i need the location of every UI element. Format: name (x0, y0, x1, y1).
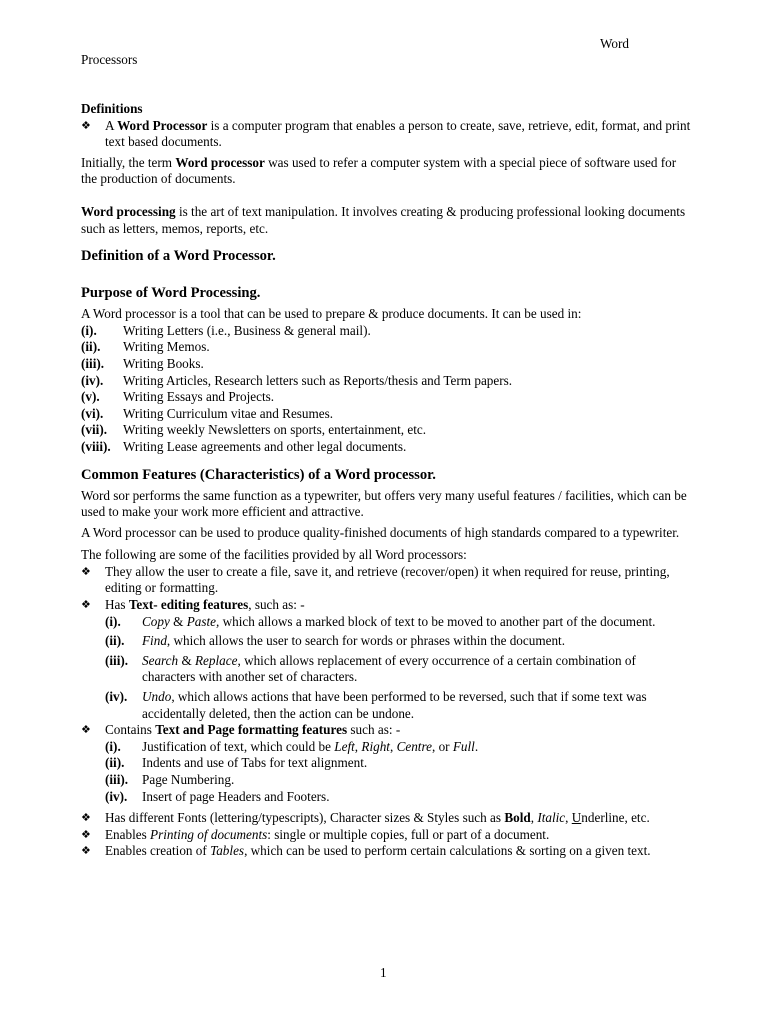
features-paragraph-1: Word sor performs the same function as a typewriter, but offers very many useful features / facilities, which can be used to make your work more efficient and attractive. (81, 487, 687, 520)
list-item: (iii). Writing Books. (81, 355, 204, 371)
word-processing-paragraph: Word processing is the art of text manipulation. It involves creating & producing professional looking documents such as letters, memos, reports, etc. (81, 203, 686, 236)
purpose-list (81, 323, 691, 456)
diamond-bullet-icon: ❖ (81, 827, 91, 841)
list-item: (i). Justification of text, which could be Left, Right, Centre, or Full. (105, 738, 479, 754)
list-item: (iv). Undo, which allows actions that have been performed to be reversed, such that if some text was accidentally deleted, then the action can be undone. (105, 689, 647, 721)
purpose-heading: Purpose of Word Processing. (81, 285, 261, 302)
feature-bullet-tables: ❖ Enables creation of Tables, which can be used to perform certain calculations & sorting on a given text. (81, 843, 651, 859)
definitions-heading: Definitions (81, 101, 143, 116)
list-item: (viii). Writing Lease agreements and other legal documents. (81, 438, 407, 454)
definition-bullet: ❖ A Word Processor is a computer program that enables a person to create, save, retrieve, edit, format, and print text based documents. (81, 117, 691, 150)
list-item: (ii). Indents and use of Tabs for text alignment. (105, 755, 368, 771)
header-word: Word (600, 36, 629, 51)
document-body (81, 101, 691, 860)
diamond-bullet-icon: ❖ (81, 118, 91, 132)
feature-bullet-editing: ❖ Has Text- editing features, such as: - (81, 597, 305, 613)
editing-sublist (81, 614, 691, 723)
feature-bullet-file: ❖ They allow the user to create a file, save it, and retrieve (recover/open) it when required for reuse, printing, editing or formatting. (81, 563, 670, 596)
list-item: (iv). Insert of page Headers and Footers. (105, 788, 330, 804)
formatting-sublist (81, 739, 691, 805)
features-heading: Common Features (Characteristics) of a Word processor. (81, 466, 436, 483)
list-item: (iii). Search & Replace, which allows replacement of every occurrence of a certain combination of characters with another set of characters. (105, 652, 636, 685)
list-item: (ii). Writing Memos. (81, 339, 210, 355)
diamond-bullet-icon: ❖ (81, 598, 91, 612)
page-number: 1 (380, 965, 387, 980)
definition-word-processor-heading: Definition of a Word Processor. (81, 248, 276, 265)
feature-bullet-fonts: ❖ Has different Fonts (lettering/typescripts), Character sizes & Styles such as Bold, Italic, Underline, etc. (81, 810, 650, 826)
features-paragraph-3: The following are some of the facilities provided by all Word processors: (81, 547, 467, 563)
features-paragraph-2: A Word processor can be used to produce quality-finished documents of high standards compared to a typewriter. (81, 524, 680, 540)
list-item: (vii). Writing weekly Newsletters on sports, entertainment, etc. (81, 422, 427, 438)
list-item: (iii). Page Numbering. (105, 772, 235, 787)
list-item: (iv). Writing Articles, Research letters such as Reports/thesis and Term papers. (81, 372, 513, 388)
header-processors: Processors (81, 52, 138, 67)
feature-bullet-printing: ❖ Enables Printing of documents: single or multiple copies, full or part of a document. (81, 826, 550, 842)
diamond-bullet-icon: ❖ (81, 564, 91, 578)
list-item: (ii). Find, which allows the user to search for words or phrases within the document. (105, 633, 566, 649)
initial-term-paragraph: Initially, the term Word processor was used to refer a computer system with a special piece of software used for the production of documents. (81, 154, 677, 187)
list-item: (vi). Writing Curriculum vitae and Resumes. (81, 405, 334, 421)
purpose-intro: A Word processor is a tool that can be used to prepare & produce documents. It can be used in: (81, 306, 582, 322)
feature-bullet-formatting: ❖ Contains Text and Page formatting features such as: - (81, 722, 401, 738)
list-item: (i). Copy & Paste, which allows a marked block of text to be moved to another part of the document. (105, 613, 656, 629)
diamond-bullet-icon: ❖ (81, 844, 91, 858)
list-item: (v). Writing Essays and Projects. (81, 389, 275, 405)
diamond-bullet-icon: ❖ (81, 811, 91, 825)
list-item: (i). Writing Letters (i.e., Business & general mail). (81, 322, 371, 338)
diamond-bullet-icon: ❖ (81, 723, 91, 737)
